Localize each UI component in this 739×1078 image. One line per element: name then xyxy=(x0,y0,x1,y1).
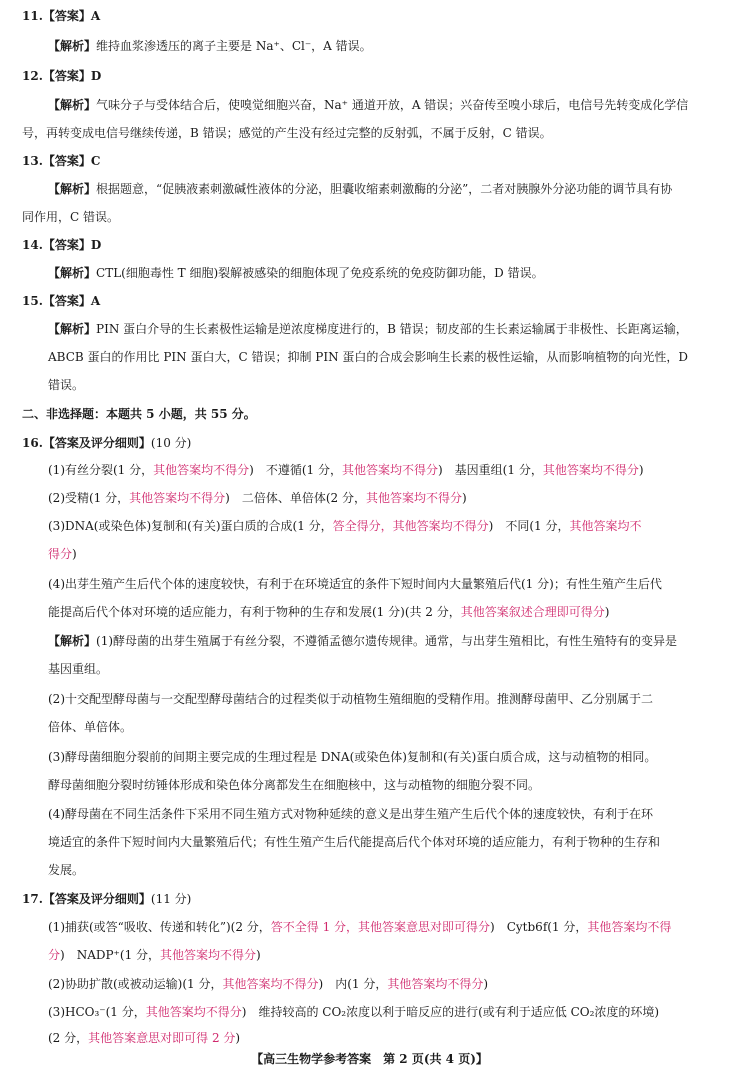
scoring-note: 其他答案意思对即可得 2 分 xyxy=(88,1031,236,1045)
text-segment: (10 分) xyxy=(150,436,192,450)
text-segment: 酵母菌细胞分裂时纺锤体形成和染色体分离都发生在细胞核中，这与动植物的细胞分裂不同。 xyxy=(48,778,541,792)
text-segment: 【解析】 xyxy=(48,98,97,112)
text-segment: (2)十交配型酵母菌与一交配型酵母菌结合的过程类似于动植物生殖细胞的受精作用。推测酵母菌甲、乙分别属于二 xyxy=(48,692,654,706)
text-line xyxy=(48,919,671,935)
text-segment: 能提高后代个体对环境的适应能力，有利于物种的生存和发展(1 分)(共 2 分， xyxy=(48,605,461,619)
text-line xyxy=(22,68,101,84)
text-segment: PIN 蛋白介导的生长素极性运输是逆浓度梯度进行的，B 错误；韧皮部的生长素运输属于非极性、长距离运输， xyxy=(96,322,688,336)
text-segment: 【答案】C xyxy=(42,154,101,168)
text-line xyxy=(48,462,644,478)
text-segment: 12. xyxy=(22,69,43,83)
scoring-note: 其他答案均不得分 xyxy=(129,491,226,505)
text-line xyxy=(48,38,372,54)
text-segment: 号，再转变成电信号继续传递，B 错误；感觉的产生没有经过完整的反射弧，不属于反射，C 错误。 xyxy=(22,126,552,140)
scoring-note: 分 xyxy=(48,948,61,962)
text-segment: 【答案及评分细则】 xyxy=(42,892,151,906)
text-segment: (4)出芽生殖产生后代个体的速度较快，有利于在环境适宜的条件下短时间内大量繁殖后代(1 分)；有性生殖产生后代 xyxy=(48,577,662,591)
text-segment: 错误。 xyxy=(48,378,85,392)
text-segment: ) xyxy=(72,547,77,561)
text-segment: ) xyxy=(604,605,610,619)
text-segment: (1)酵母菌的出芽生殖属于有丝分裂，不遵循孟德尔遗传规律。通常，与出芽生殖相比，有性生殖特有的变异是 xyxy=(96,634,678,648)
text-line xyxy=(48,777,540,793)
text-segment: 13. xyxy=(22,154,43,168)
text-segment: ) xyxy=(256,948,261,962)
text-segment: (1)有丝分裂(1 分， xyxy=(48,463,154,477)
text-line xyxy=(48,691,653,707)
text-line xyxy=(48,490,467,506)
page-footer: 【高三生物学参考答案 第 2 页(共 4 页)】 xyxy=(251,1052,488,1066)
text-segment: (11 分) xyxy=(150,892,192,906)
text-segment: 【解析】 xyxy=(48,322,97,336)
text-segment: ) 不遵循(1 分， xyxy=(249,463,342,477)
text-segment: ABCB 蛋白的作用比 PIN 蛋白大，C 错误；抑制 PIN 蛋白的合成会影响生长素的极性运输，从而影响植物的向光性，D xyxy=(48,350,689,364)
text-line xyxy=(22,237,101,253)
text-segment: (3)HCO₃⁻(1 分， xyxy=(48,1005,146,1019)
scoring-note: 其他答案均不得分 xyxy=(365,491,462,505)
scoring-note: 其他答案均不得分 xyxy=(160,948,257,962)
scoring-note: 答不全得 1 分，其他答案意思对即可得分 xyxy=(270,920,491,934)
scoring-note: 得分 xyxy=(48,547,73,561)
scoring-note: 其他答案叙述合理即可得分 xyxy=(460,605,605,619)
scoring-note: 其他答案均不 xyxy=(569,519,642,533)
text-segment: 发展。 xyxy=(48,863,85,877)
text-segment: ) Cytb6f(1 分， xyxy=(490,920,588,934)
text-segment: (2)受精(1 分， xyxy=(48,491,130,505)
text-segment: ) NADP⁺(1 分， xyxy=(60,948,161,962)
text-segment: ) 不同(1 分， xyxy=(488,519,570,533)
text-segment: (3)酵母菌细胞分裂前的间期主要完成的生理过程是 DNA(或染色体)复制和(有关)蛋白质合成，这与动植物的相同。 xyxy=(48,750,657,764)
text-segment: 气味分子与受体结合后，使嗅觉细胞兴奋，Na⁺ 通道开放，A 错误；兴奋传至嗅小球后，电信号先转变成化学信 xyxy=(96,98,689,112)
text-line xyxy=(48,576,662,592)
text-line xyxy=(22,891,191,907)
scoring-note: 其他答案均不得分 xyxy=(153,463,250,477)
text-segment: ) 二倍体、单倍体(2 分， xyxy=(225,491,366,505)
text-segment: ) 内(1 分， xyxy=(318,977,388,991)
text-segment: (2 分， xyxy=(48,1031,89,1045)
text-segment: 维持血浆渗透压的离子主要是 Na⁺、Cl⁻，A 错误。 xyxy=(96,39,372,53)
text-segment: 16. xyxy=(22,436,43,450)
text-segment: (3)DNA(或染色体)复制和(有关)蛋白质的合成(1 分， xyxy=(48,519,333,533)
text-line xyxy=(22,125,552,141)
text-segment: (2)协助扩散(或被动运输)(1 分， xyxy=(48,977,223,991)
text-segment: 【答案】D xyxy=(42,69,102,83)
text-segment: 11. xyxy=(22,9,43,23)
text-segment: 【解析】 xyxy=(48,39,97,53)
text-line xyxy=(22,8,100,24)
text-segment: ) xyxy=(235,1031,241,1045)
text-segment: 【解析】 xyxy=(48,182,97,196)
text-line xyxy=(48,633,677,649)
text-segment: 14. xyxy=(22,238,43,252)
scoring-note: 其他答案均不得分 xyxy=(341,463,438,477)
scoring-note: 其他答案均不得分 xyxy=(542,463,639,477)
text-segment: (1)捕获(或答“吸收、传递和转化”)(2 分， xyxy=(48,920,271,934)
text-line xyxy=(48,321,688,337)
text-line xyxy=(22,153,100,169)
text-segment: 15. xyxy=(22,294,43,308)
text-line xyxy=(48,265,544,281)
text-segment: ) xyxy=(462,491,467,505)
scoring-note: 答全得分，其他答案均不得分 xyxy=(332,519,489,533)
text-line xyxy=(48,1004,659,1020)
text-line xyxy=(48,862,84,878)
text-segment: 根据题意，“促胰液素刺激碱性液体的分泌，胆囊收缩素刺激酶的分泌”，二者对胰腺外分泌功能的调节具有协 xyxy=(96,182,673,196)
text-segment: 境适宜的条件下短时间内大量繁殖后代；有性生殖产生后代能提高后代个体对环境的适应能力，有利于物种的生存和 xyxy=(48,835,661,849)
text-line xyxy=(48,661,108,677)
text-line xyxy=(48,976,488,992)
text-line xyxy=(48,377,84,393)
text-segment: ) 基因重组(1 分， xyxy=(438,463,543,477)
text-segment: 倍体、单倍体。 xyxy=(48,720,133,734)
text-line xyxy=(48,719,132,735)
scoring-note: 其他答案均不得 xyxy=(587,920,672,934)
text-segment: 【答案】A xyxy=(42,9,101,23)
text-line xyxy=(22,435,191,451)
text-line xyxy=(48,834,660,850)
scoring-note: 其他答案均不得分 xyxy=(387,977,484,991)
text-line xyxy=(48,518,642,534)
text-segment: 【解析】 xyxy=(48,266,97,280)
text-line xyxy=(48,749,656,765)
text-segment: (4)酵母菌在不同生活条件下采用不同生殖方式对物种延续的意义是出芽生殖产生后代个体的速度较快，有利于在环 xyxy=(48,807,654,821)
scoring-note: 其他答案均不得分 xyxy=(222,977,319,991)
text-segment: 【解析】 xyxy=(48,634,97,648)
text-line xyxy=(48,1030,240,1046)
text-segment: ) 维持较高的 CO₂浓度以利于暗反应的进行(或有利于适应低 CO₂浓度的环境) xyxy=(241,1005,660,1019)
text-segment: ) xyxy=(638,463,644,477)
scoring-note: 其他答案均不得分 xyxy=(145,1005,242,1019)
text-line xyxy=(48,806,653,822)
text-segment: 基因重组。 xyxy=(48,662,109,676)
text-line xyxy=(22,293,100,309)
text-line xyxy=(48,181,672,197)
text-segment: 同作用，C 错误。 xyxy=(22,210,119,224)
text-line xyxy=(48,97,688,113)
text-segment: ) xyxy=(483,977,489,991)
text-line xyxy=(48,546,77,562)
text-segment: 二、非选择题：本题共 5 小题，共 55 分。 xyxy=(22,407,256,421)
text-line xyxy=(22,209,119,225)
text-segment: 17. xyxy=(22,892,43,906)
text-segment: 【答案】D xyxy=(42,238,102,252)
text-segment: 【答案】A xyxy=(42,294,101,308)
text-line xyxy=(22,406,256,422)
text-line xyxy=(48,349,688,365)
text-segment: CTL(细胞毒性 T 细胞)裂解被感染的细胞体现了免疫系统的免疫防御功能，D 错误。 xyxy=(96,266,544,280)
text-line xyxy=(48,604,609,620)
text-line xyxy=(48,947,261,963)
text-segment: 【答案及评分细则】 xyxy=(42,436,151,450)
